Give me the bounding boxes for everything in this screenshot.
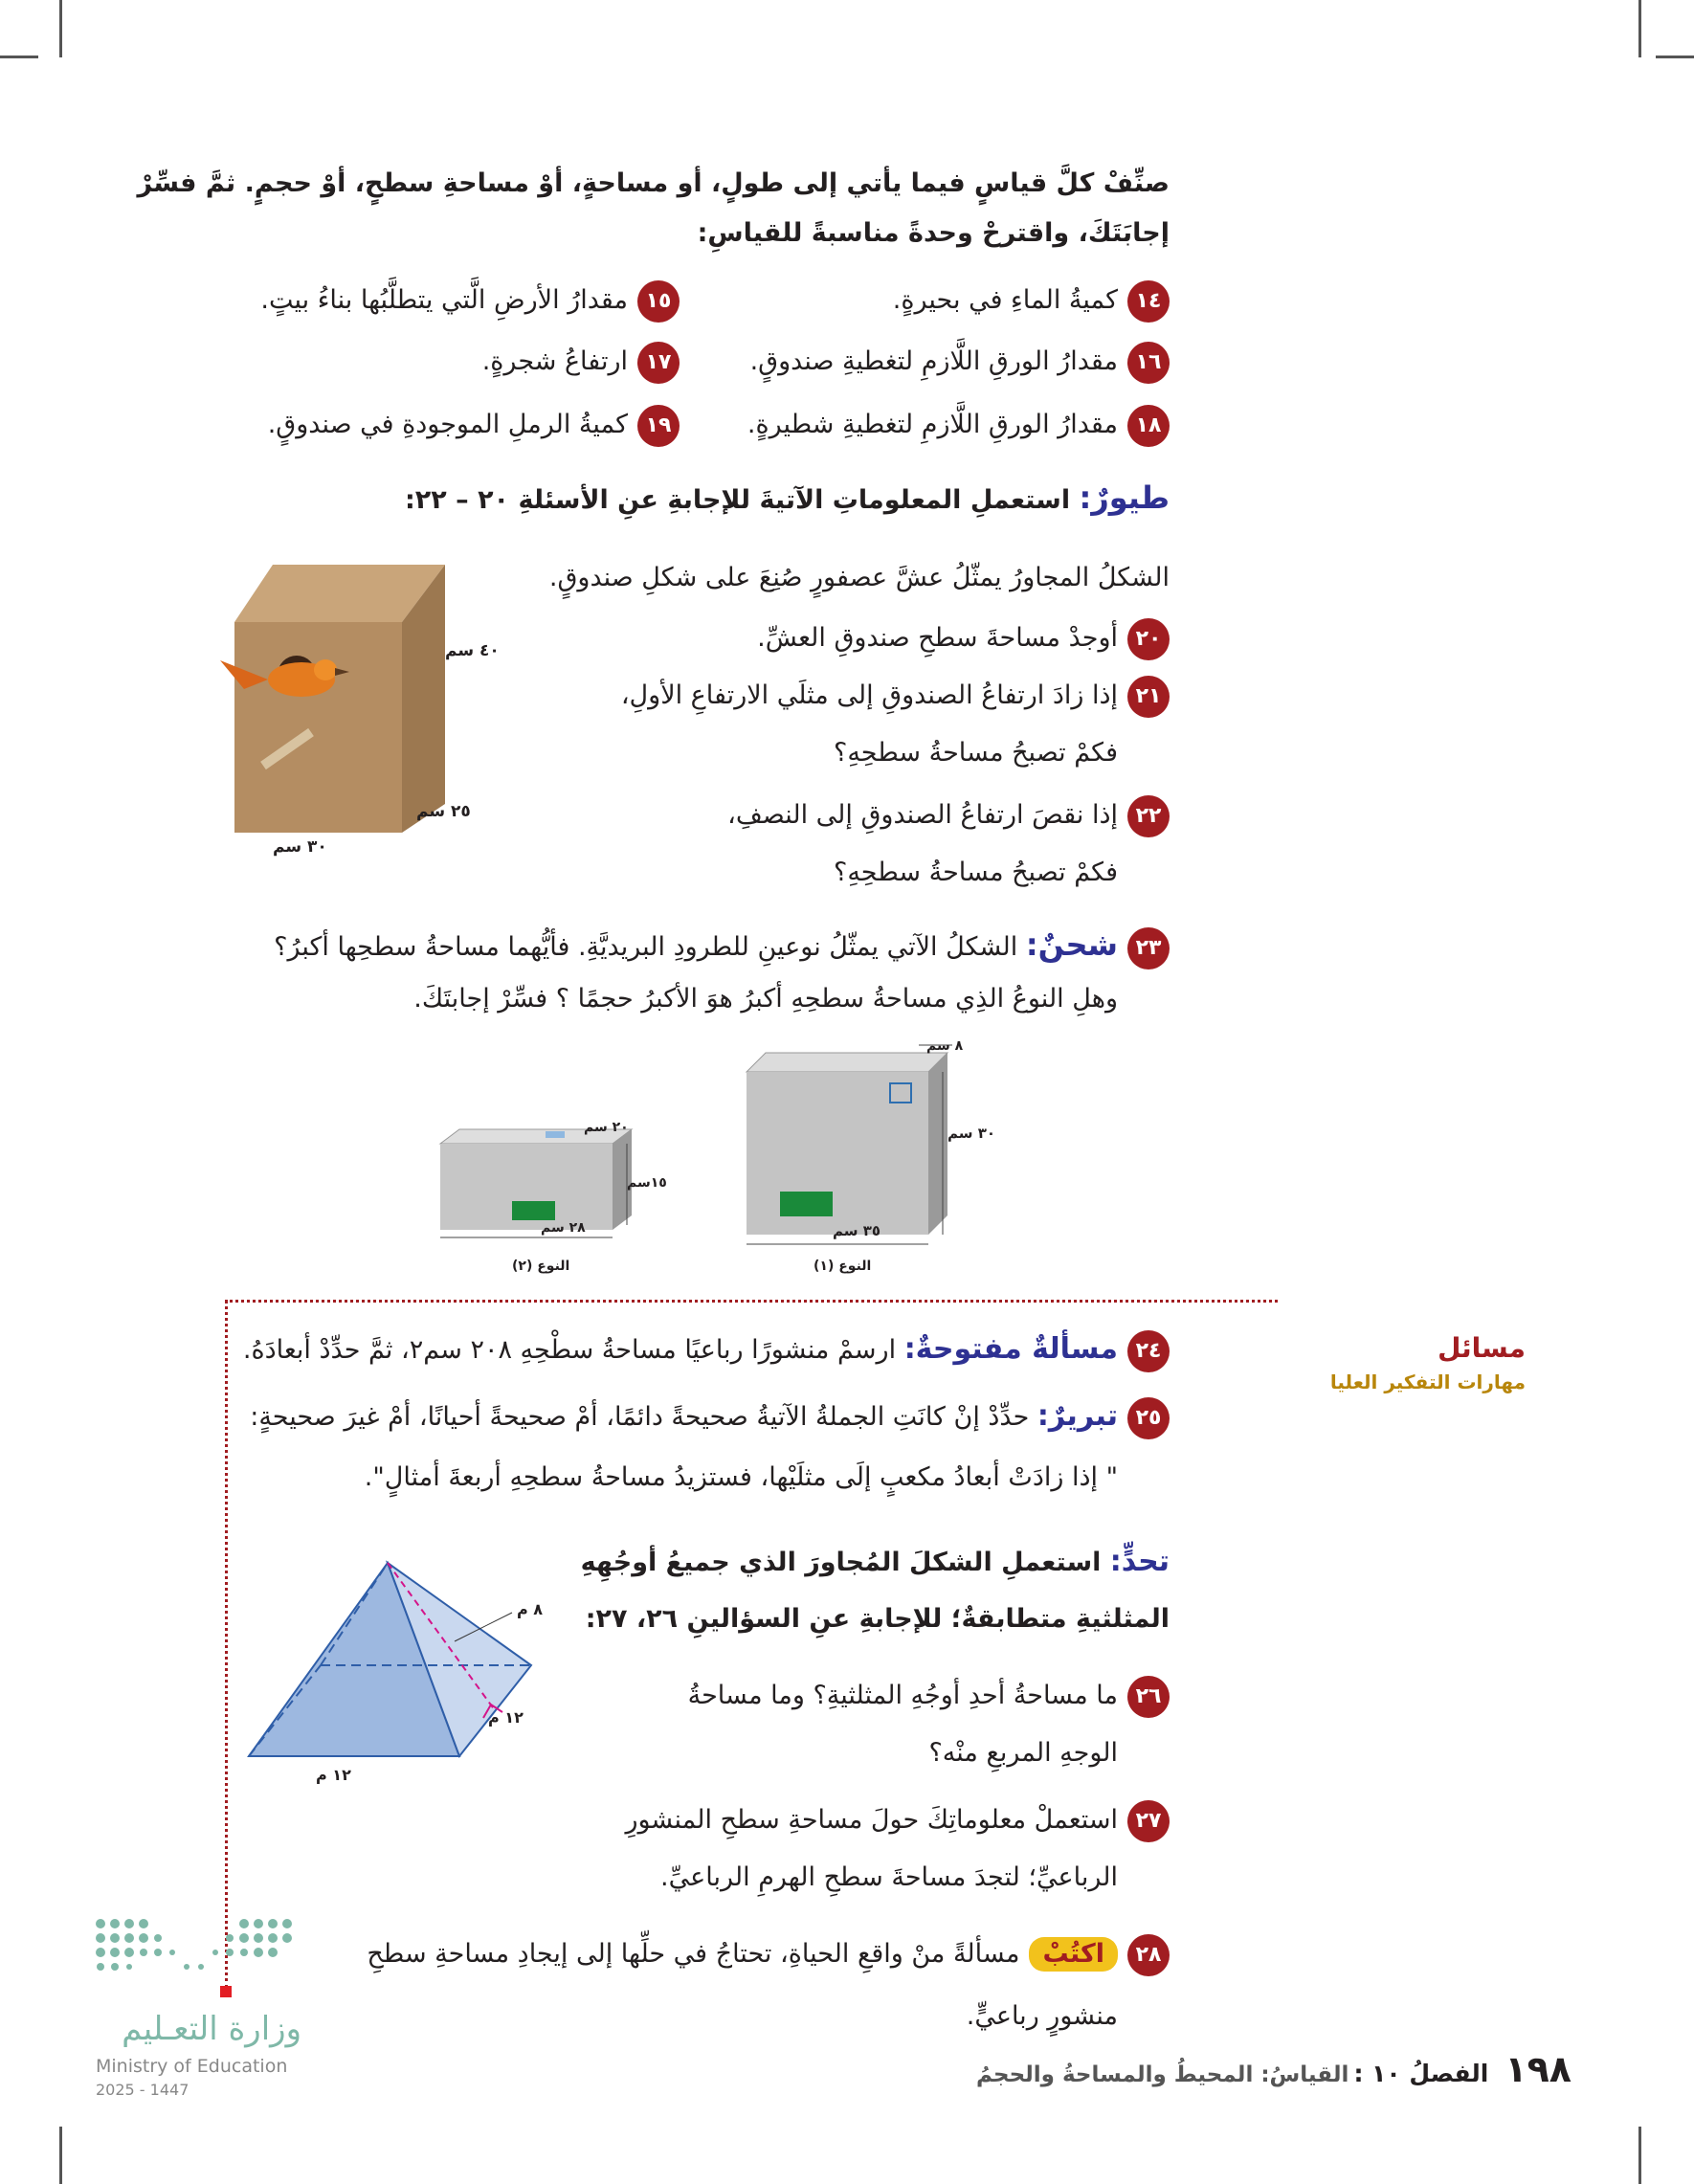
q20: ٢٠أوجدْ مساحةَ سطحِ صندوقِ العشِّ.	[757, 617, 1170, 660]
parcel1-caption: النوع (١)	[814, 1259, 872, 1274]
parcel1-height-label: ٣٠ سم	[947, 1125, 996, 1142]
item-14: ١٤كميةُ الماءِ في بحيرةٍ.	[893, 279, 1170, 323]
q25: ٢٥تبريرٌ: حدِّدْ إنْ كانَتِ الجملةُ الآتيةُ صحيحةً دائمًا، أمْ صحيحةً أحيانًا، أمْ غيرَ صحيحةٍ:	[250, 1395, 1170, 1439]
ministry-logo-icon	[91, 1914, 306, 1991]
parcel2-caption: النوع (٢)	[512, 1259, 570, 1274]
sidebar-title: مسائل	[1438, 1332, 1526, 1364]
pyramid-figure	[244, 1555, 550, 1771]
page-number: ١٩٨	[1505, 2048, 1571, 2090]
ministry-year: 2025 - 1447	[96, 2081, 189, 2099]
q24: ٢٤مسألةٌ مفتوحةٌ: ارسمْ منشورًا رباعيًا مساحةُ سطْحِهِ ٢٠٨ سم٢، ثمَّ حدِّدْ أبعادَهُ.	[243, 1328, 1170, 1372]
parcel1-top-label: ٨ سم	[926, 1038, 964, 1054]
challenge-heading: تحدٍّ: استعملِ الشكلَ المُجاورَ الذي جميعُ أوجُهِهِ	[580, 1545, 1170, 1578]
item-17: ١٧ارتفاعُ شجرةٍ.	[482, 341, 680, 384]
parcel2-top-label: ٢٠ سم	[584, 1120, 629, 1135]
intro-line-2: إجابَتَكَ، واقترحْ وحدةً مناسبةً للقياسِ:	[697, 218, 1170, 248]
birdhouse-height-label: ٤٠ سم	[445, 641, 500, 660]
q28-line2: منشورٍ رباعيٍّ.	[966, 2001, 1118, 2031]
q23: ٢٣شحنٌ: الشكلُ الآتي يمثّلُ نوعينِ للطرودِ البريديَّةِ. فأيُّهما مساحةُ سطحِها أكبرُ؟	[274, 924, 1170, 969]
q21: ٢١إذا زادَ ارتفاعُ الصندوقِ إلى مثلَي الارتفاعِ الأولِ،	[621, 675, 1170, 718]
parcel1-width-label: ٣٥ سم	[833, 1222, 881, 1239]
ministry-name-en: Ministry of Education	[96, 2056, 288, 2077]
q22-line2: فكمْ تصبحُ مساحةُ سطحِهِ؟	[834, 858, 1118, 887]
pyramid-base-label: ١٢ م	[316, 1766, 351, 1784]
q27-line2: الرباعيِّ؛ لتجدَ مساحةَ سطحِ الهرمِ الرباعيِّ.	[660, 1862, 1118, 1892]
write-badge: اكتُبْ	[1029, 1937, 1118, 1972]
q25-line2: " إذا زادَتْ أبعادُ مكعبٍ إلَى مثلَيْها، فستزيدُ مساحةُ سطحِهِ أربعةَ أمثالٍ".	[364, 1462, 1118, 1492]
item-18: ١٨مقدارُ الورقِ اللَّازمِ لتغطيةِ شطيرةٍ.	[747, 404, 1170, 447]
q21-line2: فكمْ تصبحُ مساحةُ سطحِهِ؟	[834, 738, 1118, 768]
chapter-label: الفصلُ ١٠ :	[1353, 2060, 1489, 2087]
pyramid-slant-label: ٨ م	[517, 1600, 544, 1618]
q27: ٢٧استعملْ معلوماتِكَ حولَ مساحةِ سطحِ المنشورِ	[625, 1799, 1170, 1842]
q26: ٢٦ما مساحةُ أحدِ أوجُهِ المثلثيةِ؟ وما مساحةُ	[688, 1675, 1170, 1718]
item-15: ١٥مقدارُ الأرضِ الَّتي يتطلَّبُها بناءُ بيتٍ.	[260, 279, 680, 323]
birds-heading: طيورٌ: استعملِ المعلوماتِ الآتيةَ للإجابةِ عنِ الأسئلةِ ٢٠ – ٢٢:	[404, 479, 1170, 516]
ministry-name-ar: وزارة التعـليم	[122, 2010, 301, 2048]
q23-line2: وهلِ النوعُ الذِي مساحةُ سطحِهِ أكبرُ هوَ الأكبرُ حجمًا ؟ فسِّرْ إجابتَكَ.	[413, 984, 1118, 1014]
q22: ٢٢إذا نقصَ ارتفاعُ الصندوقِ إلى النصفِ،	[727, 794, 1170, 837]
thinking-skills-frame-top	[225, 1300, 1278, 1303]
q26-line2: الوجهِ المربعِ منْه؟	[928, 1738, 1118, 1768]
chapter-title: القياسُ: المحيطُ والمساحةُ والحجمُ	[975, 2062, 1349, 2087]
thinking-skills-frame-side	[225, 1300, 228, 1989]
footer	[976, 2048, 1571, 2090]
challenge-line-2: المثلثيةِ متطابقةٌ؛ للإجابةِ عنِ السؤالينِ ٢٦، ٢٧:	[585, 1604, 1170, 1634]
birdhouse-width-label: ٣٠ سم	[273, 837, 327, 857]
birdhouse-depth-label: ٢٥ سم	[416, 802, 471, 821]
sidebar-subtitle: مهارات التفكير العليا	[1329, 1371, 1526, 1393]
pyramid-side-label: ١٢ م	[488, 1708, 524, 1727]
item-19: ١٩كميةُ الرملِ الموجودةِ في صندوقٍ.	[268, 404, 680, 447]
parcel2-height-label: ١٥سم	[627, 1175, 667, 1191]
birds-desc: الشكلُ المجاورُ يمثّلُ عشَّ عصفورٍ صُنِعَ على شكلِ صندوقٍ.	[548, 563, 1170, 592]
intro-line-1: صنِّفْ كلَّ قياسٍ فيما يأتي إلى طولٍ، أو مساحةٍ، أوْ مساحةِ سطحٍ، أوْ حجمٍ. ثمَّ فسِّرْ	[137, 168, 1170, 198]
item-16: ١٦مقدارُ الورقِ اللَّازمِ لتغطيةِ صندوقٍ.	[750, 341, 1170, 384]
parcel2-width-label: ٢٨ سم	[541, 1220, 586, 1236]
q28: ٢٨اكتُبْمسألةً منْ واقعِ الحياةِ، تحتاجُ في حلِّها إلى إيجادِ مساحةِ سطحِ	[367, 1933, 1170, 1976]
